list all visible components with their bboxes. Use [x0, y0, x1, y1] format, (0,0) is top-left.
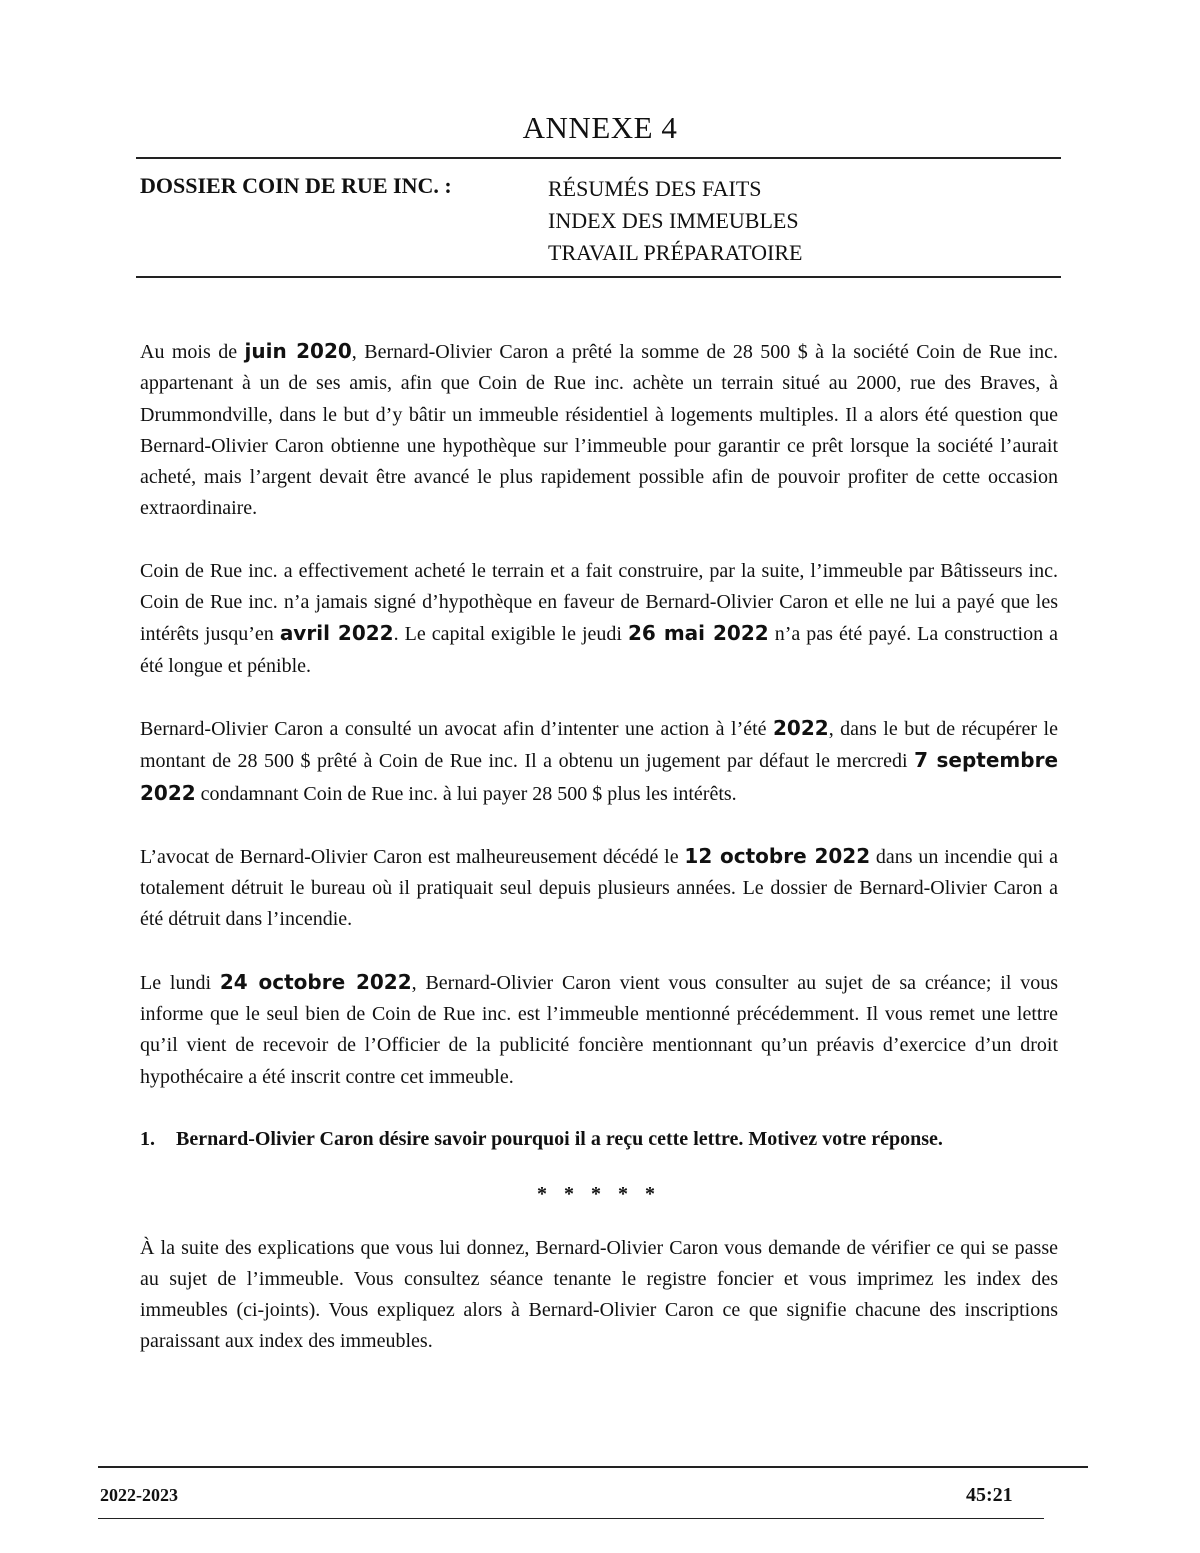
heading-resumes: RÉSUMÉS DES FAITS [548, 176, 762, 201]
p4-text-a: L’avocat de Bernard-Olivier Caron est malheureusement décédé le [140, 845, 685, 868]
header-rule-top [136, 157, 1061, 159]
p2-date-highlight-2: 26 mai 2022 [628, 621, 769, 646]
header-rule-bottom [136, 276, 1061, 278]
heading-index: INDEX DES IMMEUBLES [548, 208, 799, 233]
paragraph-6: À la suite des explications que vous lui donnez, Bernard-Olivier Caron vous demande de vérifier ce qui se passe au sujet de l’immeuble. Vous consultez séance tenante le registre foncier et vous imprimez les index des immeubles (ci-joints). Vous expliquez alors à Bernard-Olivier Caron ce que signifie chacune des inscriptions paraissant aux index des immeubles. [140, 1236, 1058, 1353]
p3-text-e: condamnant Coin de Rue inc. à lui payer 28 500 $ plus les intérêts. [195, 782, 737, 805]
footer-year: 2022-2023 [100, 1485, 178, 1505]
dossier-label: DOSSIER COIN DE RUE INC. : [140, 173, 452, 198]
question-number: 1. [140, 1127, 155, 1150]
heading-travail: TRAVAIL PRÉPARATOIRE [548, 240, 803, 265]
p2-date-highlight-1: avril 2022 [279, 621, 394, 646]
p3-date-highlight-1: 2022 [773, 715, 829, 740]
p1-text-a: Au mois de [140, 341, 245, 363]
paragraph-1 [140, 336, 1058, 525]
p2-text-a: Coin de Rue inc. a effectivement acheté le terrain et a fait construire, par la suite, l’immeuble par Bâtisseurs inc. Coin de Rue inc. n’a jamais signé d’hypothèque en faveur de Bernard-Olivier Caron et elle ne lui a payé que les intérêts jusqu’en [140, 559, 1058, 646]
p5-date-highlight: 24 octobre 2022 [219, 969, 412, 994]
p1-text-c: , Bernard-Olivier Caron a prêté la somme de 28 500 $ à la société Coin de Rue inc. appartenant à un de ses amis, afin que Coin de Rue inc. achète un terrain situé au 2000, rue des Braves, à Drummondville, dans le but d’y bâtir un immeuble résidentiel à logements multiples. Il a alors été question que Bernard-Olivier Caron obtienne une hypothèque sur l’immeuble pour garantir ce prêt lorsque la société l’aurait acheté, mais l’argent devait être avancé le plus rapidement possible afin de pouvoir profiter de cette occasion extraordinaire. [140, 341, 1059, 520]
footer-rule-top [98, 1466, 1088, 1468]
dossier-headings [548, 173, 803, 269]
footer-rule-bottom [98, 1518, 1044, 1519]
question-text: Bernard-Olivier Caron désire savoir pourquoi il a reçu cette lettre. Motivez votre réponse. [176, 1127, 943, 1150]
p2-text-e: n’a pas été payé. La construction a été longue et pénible. [140, 623, 1058, 677]
p5-text-a: Le lundi [140, 971, 220, 994]
p3-text-c: , dans le but de récupérer le montant de 28 500 $ prêté à Coin de Rue inc. Il a obtenu un jugement par défaut le mercredi [140, 717, 1058, 773]
p1-date-highlight: juin 2020 [244, 339, 352, 363]
p2-text-c: . Le capital exigible le jeudi [393, 623, 628, 646]
annex-title: ANNEXE 4 [522, 110, 678, 145]
p4-date-highlight: 12 octobre 2022 [684, 843, 871, 868]
question-1 [140, 1124, 1058, 1155]
paragraph-5 [140, 967, 1058, 1093]
p4-text-c: dans un incendie qui a totalement détruit le bureau où il pratiquait seul depuis plusieurs années. Le dossier de Bernard-Olivier Caron a été détruit dans l’incendie. [140, 845, 1059, 931]
p5-text-c: , Bernard-Olivier Caron vient vous consulter au sujet de sa créance; il vous informe que le seul bien de Coin de Rue inc. est l’immeuble mentionné précédemment. Il vous remet une lettre qu’il vient de recevoir de l’Officier de la publicité foncière mentionnant qu’un préavis d’exercice d’un droit hypothécaire a été inscrit contre cet immeuble. [140, 971, 1058, 1088]
paragraph-4 [140, 841, 1058, 936]
p3-date-highlight-2: 7 septembre 2022 [140, 748, 1059, 805]
paragraph-3 [140, 713, 1058, 810]
footer-page-number: 45:21 [966, 1484, 1013, 1506]
section-separator: * * * * * [537, 1183, 661, 1206]
document-body [140, 336, 1058, 1389]
p3-text-a: Bernard-Olivier Caron a consulté un avocat afin d’intenter une action à l’été [140, 717, 774, 740]
paragraph-2 [140, 556, 1058, 682]
